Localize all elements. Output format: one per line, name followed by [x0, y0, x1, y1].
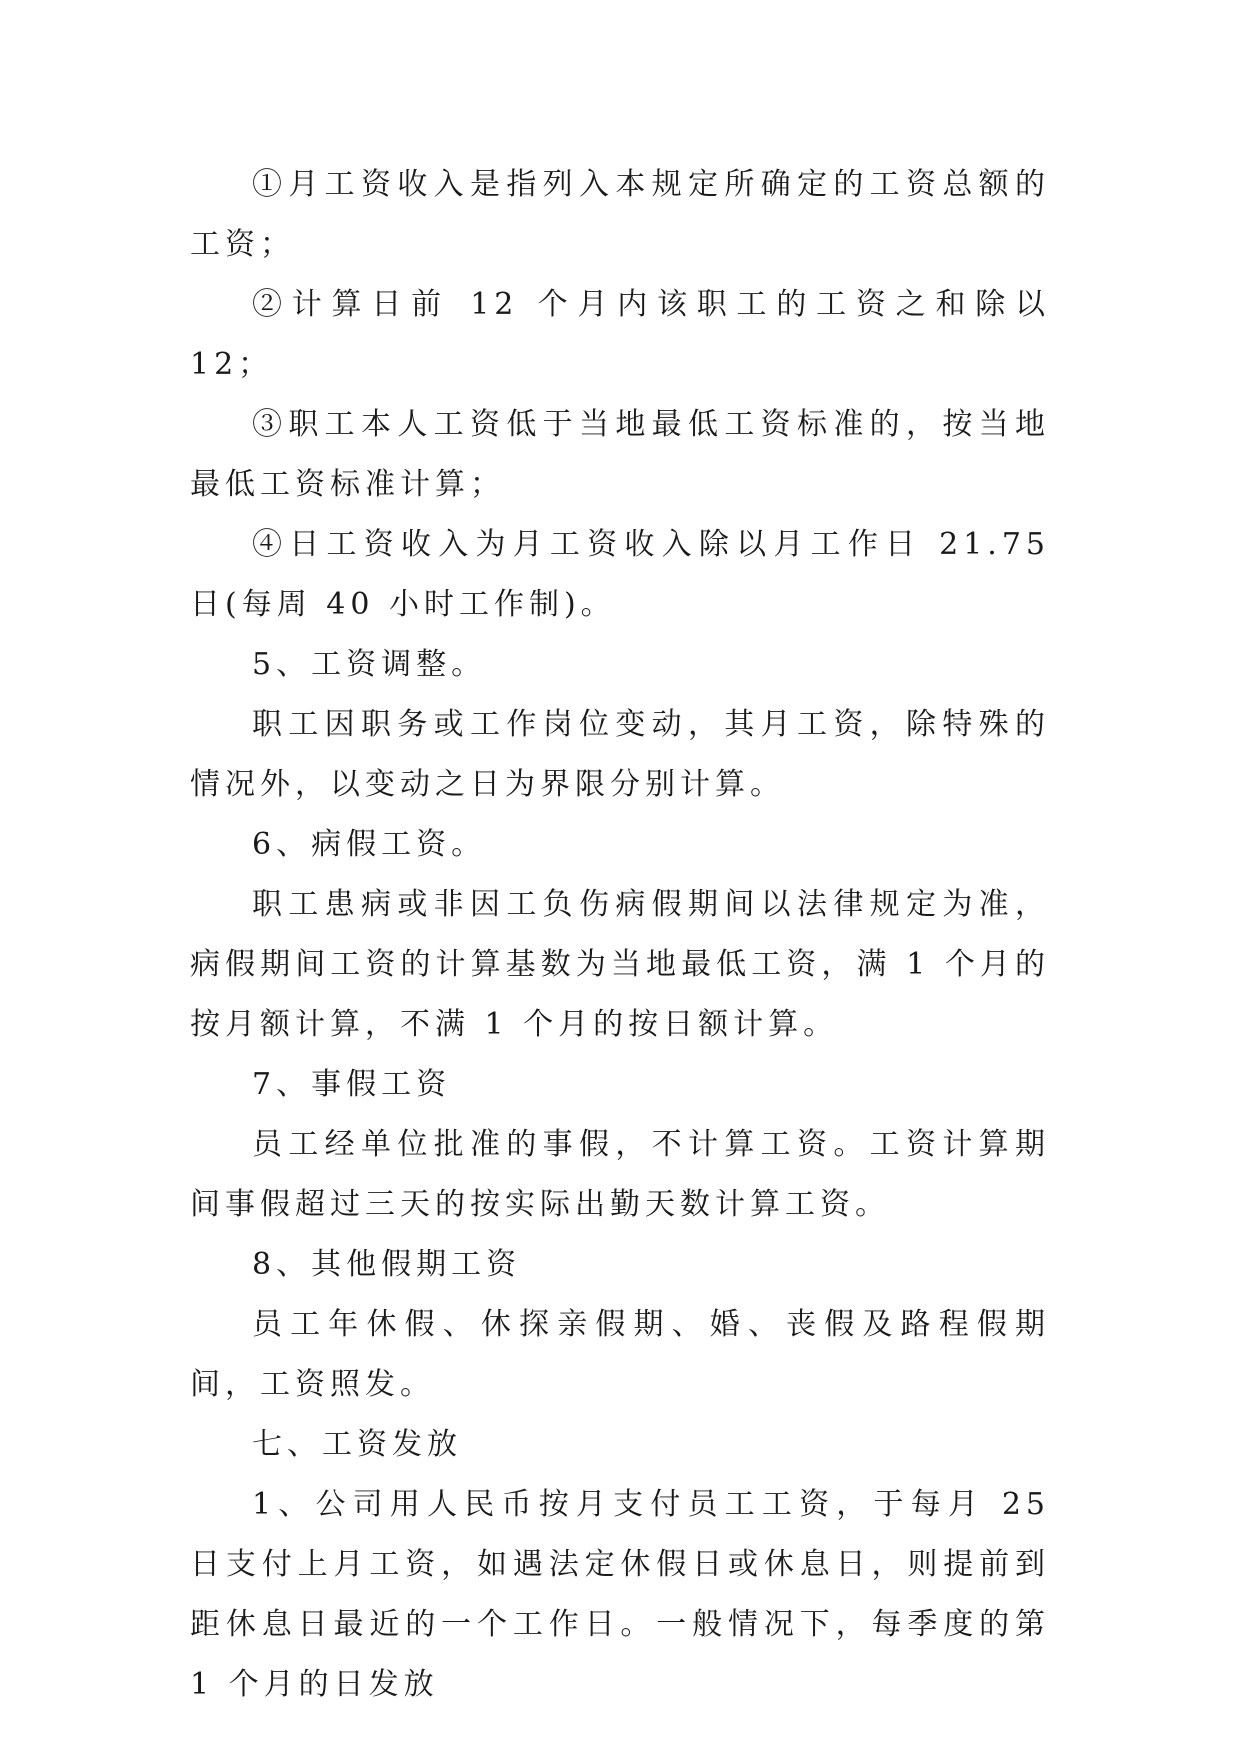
paragraph-personal-leave-pay: 员工经单位批准的事假，不计算工资。工资计算期间事假超过三天的按实际出勤天数计算工资。: [190, 1127, 1050, 1222]
document-body: [190, 155, 1050, 1715]
paragraph-sick-leave-pay: 职工患病或非因工负伤病假期间以法律规定为准，病假期间工资的计算基数为当地最低工资，满 1 个月的按月额计算，不满 1 个月的按日额计算。: [190, 887, 1050, 1042]
section-heading-sick-leave-pay: 6、病假工资。: [252, 827, 487, 862]
paragraph-item-3: ③职工本人工资低于当地最低工资标准的，按当地最低工资标准计算；: [190, 407, 1050, 502]
paragraph-other-leave-pay: 员工年休假、休探亲假期、婚、丧假及路程假期间，工资照发。: [190, 1307, 1050, 1402]
section-heading-other-leave-pay: 8、其他假期工资: [252, 1247, 522, 1282]
section-heading-wage-payment: 七、工资发放: [252, 1427, 462, 1462]
section-heading-wage-adjustment: 5、工资调整。: [252, 647, 487, 682]
paragraph-item-4: ④日工资收入为月工资收入除以月工作日 21.75 日(每周 40 小时工作制)。: [190, 527, 1050, 622]
paragraph-wage-payment-1: 1、公司用人民币按月支付员工工资，于每月 25 日支付上月工资，如遇法定休假日或休息日，则提前到距休息日最近的一个工作日。一般情况下，每季度的第 1 个月的日发放: [190, 1487, 1050, 1702]
paragraph-item-1: ①月工资收入是指列入本规定所确定的工资总额的工资；: [190, 167, 1050, 262]
section-heading-personal-leave-pay: 7、事假工资: [252, 1067, 452, 1102]
paragraph-item-2: ②计算日前 12 个月内该职工的工资之和除以 12；: [190, 287, 1050, 382]
paragraph-wage-adjustment: 职工因职务或工作岗位变动，其月工资，除特殊的情况外，以变动之日为界限分别计算。: [190, 707, 1050, 802]
